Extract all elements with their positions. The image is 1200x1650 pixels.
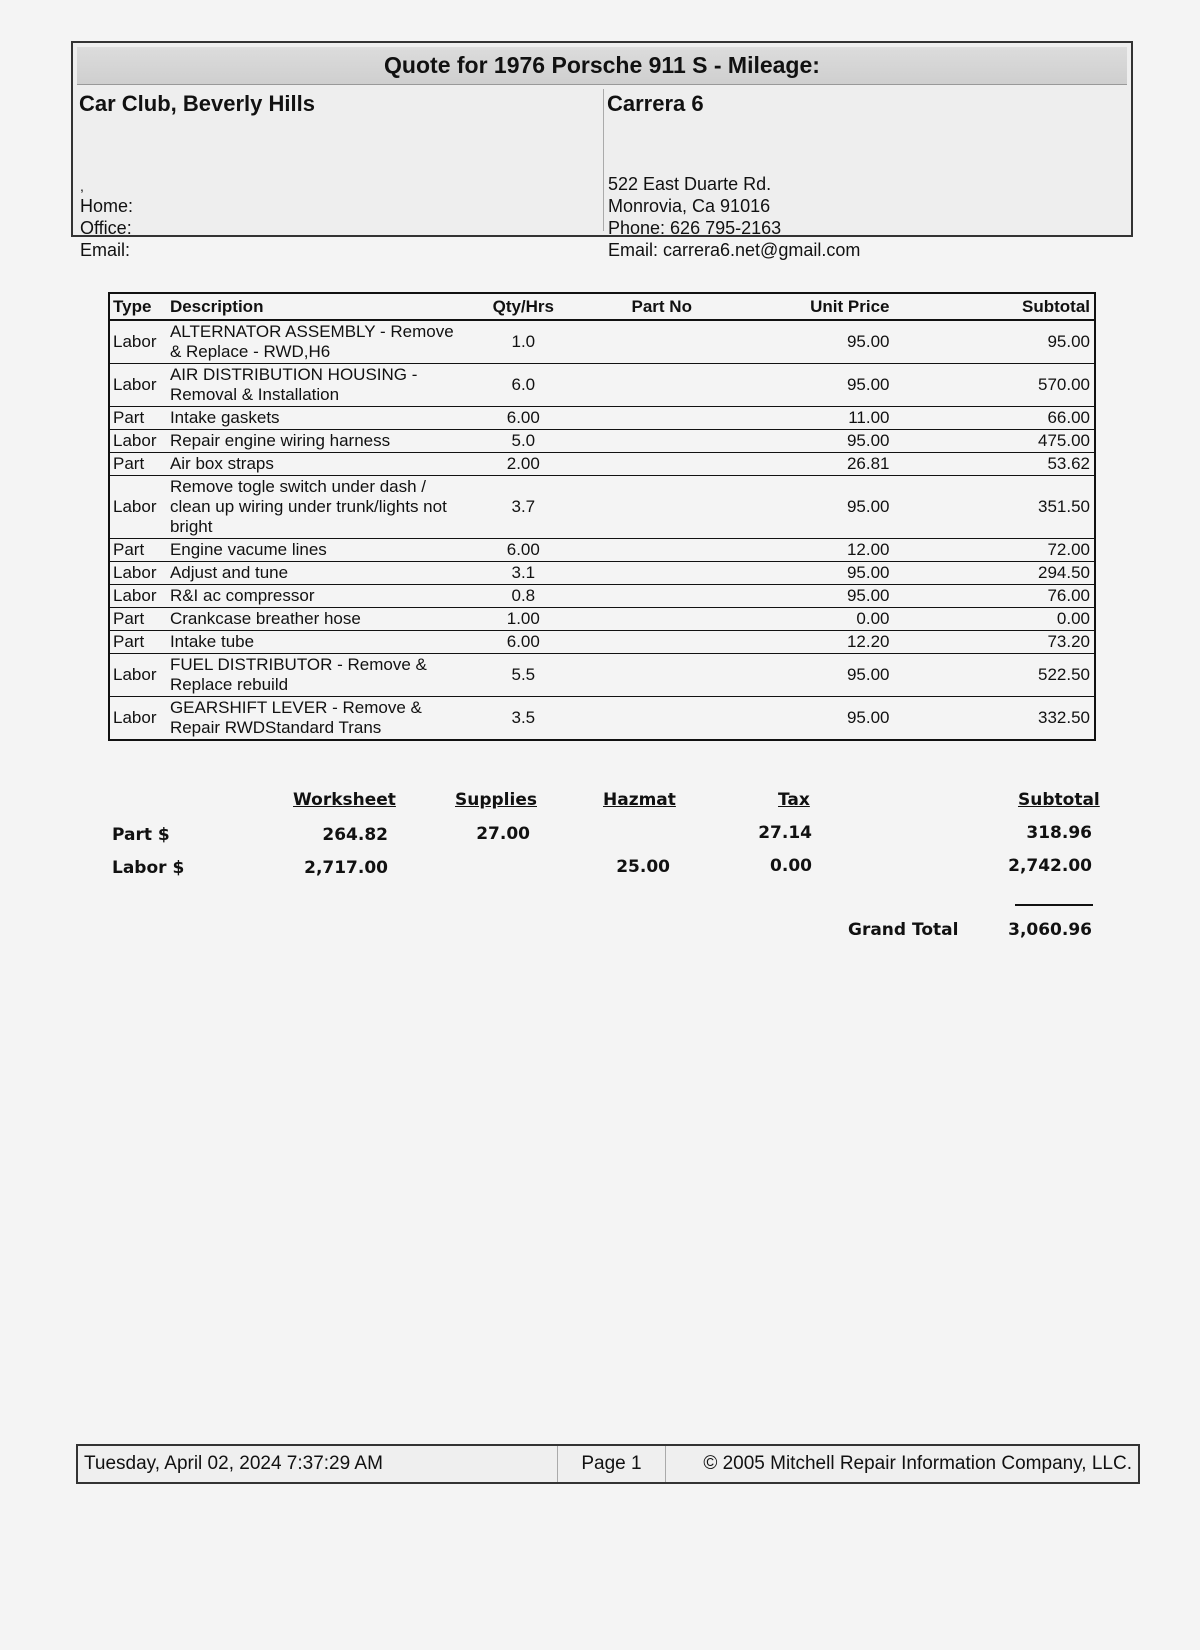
summary-labor-label: Labor $ [112,858,185,878]
item-type: Labor [109,654,167,697]
col-unit-price: Unit Price [736,293,929,320]
item-qty: 0.8 [460,585,588,608]
item-qty: 3.7 [460,476,588,539]
item-subtotal: 332.50 [930,697,1096,741]
item-unit-price: 95.00 [736,585,929,608]
item-type: Labor [109,476,167,539]
item-description: Crankcase breather hose [167,608,460,631]
line-items-table [108,292,1096,741]
item-subtotal: 66.00 [930,407,1096,430]
col-description: Description [167,293,460,320]
item-subtotal: 53.62 [930,453,1096,476]
summary-header-supplies: Supplies [455,790,537,810]
item-qty: 3.1 [460,562,588,585]
item-description: Air box straps [167,453,460,476]
item-unit-price: 95.00 [736,364,929,407]
shop-name: Carrera 6 [607,91,704,116]
item-description: Remove togle switch under dash / clean up wiring under trunk/lights not bright [167,476,460,539]
item-unit-price: 95.00 [736,320,929,364]
table-row [109,562,1095,585]
item-type: Part [109,407,167,430]
item-description: Engine vacume lines [167,539,460,562]
item-type: Part [109,631,167,654]
table-row [109,407,1095,430]
item-type: Part [109,539,167,562]
col-qty: Qty/Hrs [460,293,588,320]
item-description: Repair engine wiring harness [167,430,460,453]
item-subtotal: 294.50 [930,562,1096,585]
item-description: FUEL DISTRIBUTOR - Remove & Replace rebuild [167,654,460,697]
item-subtotal: 73.20 [930,631,1096,654]
item-type: Labor [109,364,167,407]
table-row [109,476,1095,539]
item-qty: 2.00 [460,453,588,476]
summary-header-tax: Tax [778,790,810,810]
footer-copyright: © 2005 Mitchell Repair Information Company, LLC. [703,1453,1132,1474]
customer-email: Email: [80,240,131,260]
shop-info [605,89,1127,260]
item-qty: 5.0 [460,430,588,453]
item-type: Labor [109,562,167,585]
table-row [109,364,1095,407]
customer-name: Car Club, Beverly Hills [79,91,315,116]
shop-email: Email: carrera6.net@gmail.com [608,240,861,260]
item-type: Labor [109,430,167,453]
item-subtotal: 76.00 [930,585,1096,608]
item-unit-price: 26.81 [736,453,929,476]
item-type: Part [109,608,167,631]
table-row [109,320,1095,364]
item-subtotal: 0.00 [930,608,1096,631]
customer-office: Office: [80,218,132,238]
item-qty: 1.00 [460,608,588,631]
table-row [109,608,1095,631]
footer-page-number: Page 1 [557,1446,666,1482]
shop-address1: 522 East Duarte Rd. [608,174,772,194]
page-footer [76,1444,1140,1484]
summary-header-worksheet: Worksheet [293,790,396,810]
table-row [109,697,1095,741]
item-qty: 5.5 [460,654,588,697]
item-part-no [587,631,736,654]
item-part-no [587,453,736,476]
quote-header [71,41,1133,260]
item-type: Labor [109,585,167,608]
item-part-no [587,407,736,430]
table-row [109,631,1095,654]
customer-home: Home: [80,196,134,216]
item-part-no [587,585,736,608]
summary-labor-subtotal: 2,742.00 [1008,856,1092,876]
line-items-body [109,320,1095,740]
item-type: Labor [109,697,167,741]
quote-title: Quote for 1976 Porsche 911 S - Mileage: [77,47,1127,85]
item-part-no [587,476,736,539]
grand-total-label: Grand Total [848,920,959,940]
footer-date: Tuesday, April 02, 2024 7:37:29 AM [84,1453,383,1474]
item-description: Intake gaskets [167,407,460,430]
item-unit-price: 95.00 [736,562,929,585]
item-qty: 1.0 [460,320,588,364]
item-part-no [587,430,736,453]
item-unit-price: 12.20 [736,631,929,654]
summary-labor-tax: 0.00 [770,856,812,876]
table-row [109,585,1095,608]
summary-header-subtotal: Subtotal [1018,790,1100,810]
summary-part-supplies: 27.00 [476,824,530,844]
summary-labor-worksheet: 2,717.00 [304,858,388,878]
item-subtotal: 570.00 [930,364,1096,407]
shop-address2: Monrovia, Ca 91016 [608,196,771,216]
item-part-no [587,539,736,562]
item-part-no [587,654,736,697]
summary-part-worksheet: 264.82 [322,825,388,845]
summary-part-label: Part $ [112,825,170,845]
item-qty: 6.00 [460,539,588,562]
item-unit-price: 12.00 [736,539,929,562]
line-items-header-row [109,293,1095,320]
item-description: Intake tube [167,631,460,654]
summary-part-tax: 27.14 [758,823,812,843]
table-row [109,654,1095,697]
item-part-no [587,364,736,407]
item-subtotal: 522.50 [930,654,1096,697]
item-description: ALTERNATOR ASSEMBLY - Remove & Replace - RWD,H6 [167,320,460,364]
table-row [109,453,1095,476]
item-qty: 3.5 [460,697,588,741]
col-type: Type [109,293,167,320]
item-part-no [587,697,736,741]
item-unit-price: 95.00 [736,654,929,697]
col-part-no: Part No [587,293,736,320]
col-subtotal: Subtotal [930,293,1096,320]
item-type: Part [109,453,167,476]
item-subtotal: 95.00 [930,320,1096,364]
item-subtotal: 475.00 [930,430,1096,453]
customer-info [77,89,604,260]
grand-total-rule [1015,904,1093,906]
summary-header-hazmat: Hazmat [603,790,676,810]
item-part-no [587,608,736,631]
grand-total-value: 3,060.96 [1008,920,1092,940]
item-part-no [587,320,736,364]
item-qty: 6.00 [460,407,588,430]
item-description: GEARSHIFT LEVER - Remove & Repair RWDStandard Trans [167,697,460,741]
item-unit-price: 95.00 [736,697,929,741]
item-part-no [587,562,736,585]
customer-comma: , [80,178,84,194]
summary-part-subtotal: 318.96 [1026,823,1092,843]
item-unit-price: 95.00 [736,476,929,539]
item-qty: 6.0 [460,364,588,407]
item-description: R&I ac compressor [167,585,460,608]
item-description: Adjust and tune [167,562,460,585]
item-type: Labor [109,320,167,364]
table-row [109,539,1095,562]
item-subtotal: 351.50 [930,476,1096,539]
summary-labor-hazmat: 25.00 [616,857,670,877]
table-row [109,430,1095,453]
item-qty: 6.00 [460,631,588,654]
shop-phone: Phone: 626 795-2163 [608,218,782,238]
item-description: AIR DISTRIBUTION HOUSING - Removal & Installation [167,364,460,407]
item-subtotal: 72.00 [930,539,1096,562]
item-unit-price: 0.00 [736,608,929,631]
item-unit-price: 11.00 [736,407,929,430]
item-unit-price: 95.00 [736,430,929,453]
